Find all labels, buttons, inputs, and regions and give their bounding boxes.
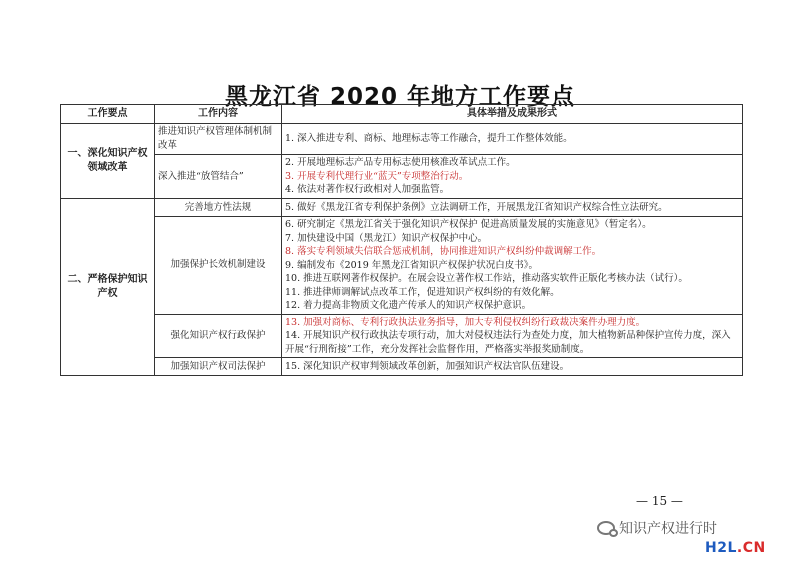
table-row	[61, 314, 743, 358]
header-measures: 具体举措及成果形式	[282, 105, 743, 124]
measures-cell	[282, 217, 743, 315]
table-header-row	[61, 105, 743, 124]
work-plan-table	[60, 104, 743, 376]
measures-cell	[282, 124, 743, 155]
work-content-cell: 强化知识产权行政保护	[155, 314, 282, 358]
measure-item-highlighted: 8. 落实专利领域失信联合惩戒机制，协同推进知识产权纠纷仲裁调解工作。	[285, 246, 602, 257]
work-area-cell: 二、严格保护知识产权	[61, 199, 155, 376]
measure-item: 1. 深入推进专利、商标、地理标志等工作融合，提升工作整体效能。	[285, 133, 573, 145]
header-work-area: 工作要点	[61, 105, 155, 124]
measure-item: 2. 开展地理标志产品专用标志使用核准改革试点工作。	[285, 157, 516, 169]
work-content-cell: 加强保护长效机制建设	[155, 217, 282, 315]
measures-cell	[282, 155, 743, 199]
measure-item: 12. 着力提高非物质文化遗产传承人的知识产权保护意识。	[285, 300, 532, 311]
measures-cell	[282, 199, 743, 217]
measure-item: 9. 编制发布《2019 年黑龙江省知识产权保护状况白皮书》。	[285, 259, 539, 271]
measure-item: 14. 开展知识产权行政执法专项行动，加大对侵权违法行为查处力度，加大植物新品种保护宣传力度，深入开展“行刑衔接”工作，充分发挥社会监督作用，严格落实举报奖励制度。	[285, 330, 731, 355]
page-number: — 15 —	[636, 494, 683, 508]
table-row	[61, 155, 743, 199]
measures-cell	[282, 358, 743, 376]
measure-item: 15. 深化知识产权审判领域改革创新，加强知识产权法官队伍建设。	[285, 360, 570, 372]
table-row	[61, 124, 743, 155]
measure-item: 7. 加快建设中国（黑龙江）知识产权保护中心。	[285, 232, 488, 244]
measure-item: 5. 做好《黑龙江省专利保护条例》立法调研工作，开展黑龙江省知识产权综合性立法研究。	[285, 201, 668, 213]
measure-item: 6. 研究制定《黑龙江省关于强化知识产权保护 促进高质量发展的实施意见》（暂定名）。	[285, 219, 652, 230]
work-content-cell: 深入推进“放管结合”	[155, 155, 282, 199]
wechat-watermark	[597, 518, 717, 538]
measure-item-highlighted: 3. 开展专利代理行业“蓝天”专项整治行动。	[285, 170, 469, 182]
header-work-content: 工作内容	[155, 105, 282, 124]
measure-item: 10. 推进互联网著作权保护。在展会设立著作权工作站，推动落实软件正版化考核办法（试行）。	[285, 273, 688, 284]
table-row	[61, 358, 743, 376]
measure-item: 4. 依法对著作权行政相对人加强监管。	[285, 184, 450, 196]
work-content-cell: 完善地方性法规	[155, 199, 282, 217]
work-content-cell: 加强知识产权司法保护	[155, 358, 282, 376]
logo-text-main: H2L	[705, 540, 737, 556]
page-title: 黑龙江省 2020 年地方工作要点	[224, 84, 576, 110]
table-row	[61, 199, 743, 217]
measure-item-highlighted: 13. 加强对商标、专利行政执法业务指导，加大专利侵权纠纷行政裁决案件办理力度。	[285, 316, 646, 328]
table-row	[61, 217, 743, 315]
site-logo	[705, 540, 766, 556]
logo-text-suffix: .CN	[736, 540, 766, 556]
measure-item: 11. 推进律师调解试点改革工作，促进知识产权纠纷的有效化解。	[285, 286, 560, 298]
wechat-account-name: 知识产权进行时	[619, 521, 717, 537]
measures-cell	[282, 314, 743, 358]
work-area-cell: 一、深化知识产权领域改革	[61, 124, 155, 199]
work-content-cell: 推进知识产权管理体制机制改革	[155, 124, 282, 155]
wechat-icon	[597, 521, 615, 535]
